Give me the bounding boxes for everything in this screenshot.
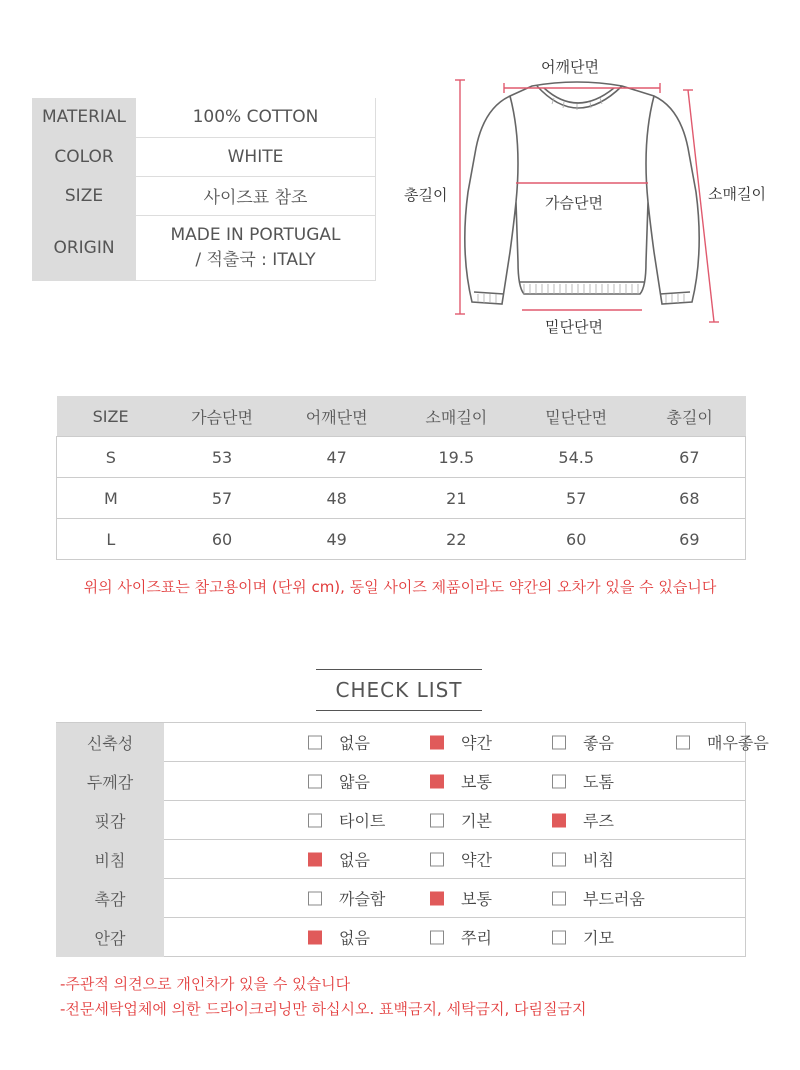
unchecked-box-icon[interactable] — [430, 852, 444, 866]
info-key: COLOR — [32, 137, 136, 176]
size-header-row — [57, 396, 746, 437]
check-option-label: 보통 — [461, 889, 492, 909]
check-option-label: 루즈 — [583, 811, 614, 831]
check-options — [164, 840, 746, 879]
label-sleeve: 소매길이 — [705, 183, 769, 204]
size-header: SIZE — [57, 396, 165, 437]
checked-box-icon[interactable] — [430, 735, 444, 749]
check-row-label: 신축성 — [56, 723, 164, 762]
size-cell: 53 — [165, 437, 280, 478]
size-cell: 54.5 — [519, 437, 634, 478]
origin-line-2: / 적출국 : ITALY — [195, 250, 316, 270]
checked-box-icon[interactable] — [552, 813, 566, 827]
size-cell: 47 — [279, 437, 394, 478]
unchecked-box-icon[interactable] — [430, 813, 444, 827]
check-option-label: 없음 — [339, 850, 370, 870]
footnote-2: -전문세탁업체에 의한 드라이크리닝만 하십시오. 표백금지, 세탁금지, 다림질금지 — [60, 1000, 587, 1018]
check-option[interactable] — [552, 770, 614, 793]
size-header: 어깨단면 — [279, 396, 394, 437]
check-row-label: 두께감 — [56, 762, 164, 801]
table-row — [57, 519, 746, 560]
check-option-label: 타이트 — [339, 811, 386, 831]
check-option[interactable] — [430, 731, 492, 754]
size-header: 밑단단면 — [519, 396, 634, 437]
check-row — [56, 879, 746, 918]
info-value: 사이즈표 참조 — [136, 176, 376, 215]
size-header: 소매길이 — [394, 396, 519, 437]
check-option-label: 좋음 — [583, 733, 614, 753]
unchecked-box-icon[interactable] — [308, 891, 322, 905]
check-option-label: 약간 — [461, 733, 492, 753]
check-option[interactable] — [552, 926, 614, 949]
check-row — [56, 840, 746, 879]
unchecked-box-icon[interactable] — [552, 852, 566, 866]
table-row — [57, 437, 746, 478]
check-option[interactable] — [308, 731, 370, 754]
unchecked-box-icon[interactable] — [308, 735, 322, 749]
check-row-label: 안감 — [56, 918, 164, 957]
check-row-label: 핏감 — [56, 801, 164, 840]
check-row-label: 촉감 — [56, 879, 164, 918]
info-key: MATERIAL — [32, 98, 136, 137]
check-option[interactable] — [308, 926, 370, 949]
check-option[interactable] — [552, 887, 645, 910]
check-option-label: 약간 — [461, 850, 492, 870]
size-cell: 57 — [519, 478, 634, 519]
check-options — [164, 918, 746, 957]
check-option[interactable] — [676, 731, 769, 754]
product-info-table — [32, 98, 376, 281]
check-option-label: 쭈리 — [461, 928, 492, 948]
info-value: 100% COTTON — [136, 98, 376, 137]
size-cell: 60 — [519, 519, 634, 560]
check-option[interactable] — [308, 809, 385, 832]
info-key: SIZE — [32, 176, 136, 215]
size-cell: 48 — [279, 478, 394, 519]
check-option-label: 비침 — [583, 850, 614, 870]
check-option[interactable] — [430, 887, 492, 910]
check-option[interactable] — [552, 848, 614, 871]
label-total-length: 총길이 — [401, 184, 450, 205]
check-row-label: 비침 — [56, 840, 164, 879]
check-options — [164, 801, 746, 840]
check-option-label: 얇음 — [339, 772, 370, 792]
check-option-label: 매우좋음 — [707, 733, 769, 753]
label-hem: 밑단단면 — [542, 316, 606, 337]
check-option-label: 까슬함 — [339, 889, 386, 909]
check-option-label: 보통 — [461, 772, 492, 792]
check-option-label: 없음 — [339, 733, 370, 753]
check-options — [164, 762, 746, 801]
size-cell: 68 — [634, 478, 746, 519]
check-option[interactable] — [430, 770, 492, 793]
label-chest: 가슴단면 — [545, 194, 603, 212]
check-row — [56, 801, 746, 840]
size-cell: 67 — [634, 437, 746, 478]
check-option[interactable] — [308, 887, 385, 910]
checked-box-icon[interactable] — [430, 774, 444, 788]
size-cell: S — [57, 437, 165, 478]
info-row — [32, 176, 376, 215]
check-list-title: CHECK LIST — [316, 669, 482, 711]
size-header: 가슴단면 — [165, 396, 280, 437]
size-cell: L — [57, 519, 165, 560]
check-option-label: 부드러움 — [583, 889, 645, 909]
size-cell: 21 — [394, 478, 519, 519]
info-row — [32, 98, 376, 137]
size-cell: 57 — [165, 478, 280, 519]
check-row — [56, 723, 746, 762]
check-options — [164, 723, 769, 762]
size-cell: 49 — [279, 519, 394, 560]
size-note: 위의 사이즈표는 참고용이며 (단위 cm), 동일 사이즈 제품이라도 약간의 오차가 있을 수 있습니다 — [83, 578, 717, 596]
check-option-label: 기본 — [461, 811, 492, 831]
unchecked-box-icon[interactable] — [552, 930, 566, 944]
info-key: ORIGIN — [32, 215, 136, 280]
check-option[interactable] — [430, 848, 492, 871]
check-option[interactable] — [552, 731, 614, 754]
check-row — [56, 918, 746, 957]
table-row — [57, 478, 746, 519]
unchecked-box-icon[interactable] — [552, 735, 566, 749]
check-options — [164, 879, 746, 918]
unchecked-box-icon[interactable] — [308, 774, 322, 788]
size-cell: 60 — [165, 519, 280, 560]
size-header: 총길이 — [634, 396, 746, 437]
check-option[interactable] — [308, 770, 370, 793]
check-option[interactable] — [308, 848, 370, 871]
info-value: WHITE — [136, 137, 376, 176]
checked-box-icon[interactable] — [308, 930, 322, 944]
origin-line-1: MADE IN PORTUGAL — [170, 225, 341, 245]
info-row — [32, 215, 376, 280]
info-row — [32, 137, 376, 176]
checked-box-icon[interactable] — [430, 891, 444, 905]
check-option[interactable] — [430, 926, 492, 949]
check-option-label: 없음 — [339, 928, 370, 948]
check-option-label: 기모 — [583, 928, 614, 948]
size-cell: 69 — [634, 519, 746, 560]
size-cell: 22 — [394, 519, 519, 560]
info-value — [136, 215, 376, 280]
check-option[interactable] — [552, 809, 614, 832]
size-cell: M — [57, 478, 165, 519]
checked-box-icon[interactable] — [308, 852, 322, 866]
unchecked-box-icon[interactable] — [676, 735, 690, 749]
unchecked-box-icon[interactable] — [308, 813, 322, 827]
size-cell: 19.5 — [394, 437, 519, 478]
check-list-table — [56, 722, 769, 957]
label-shoulder: 어깨단면 — [538, 56, 602, 77]
check-row — [56, 762, 746, 801]
size-table — [56, 396, 746, 560]
unchecked-box-icon[interactable] — [552, 774, 566, 788]
check-option[interactable] — [430, 809, 492, 832]
unchecked-box-icon[interactable] — [552, 891, 566, 905]
check-option-label: 도톰 — [583, 772, 614, 792]
unchecked-box-icon[interactable] — [430, 930, 444, 944]
footnote-1: -주관적 의견으로 개인차가 있을 수 있습니다 — [60, 975, 351, 993]
